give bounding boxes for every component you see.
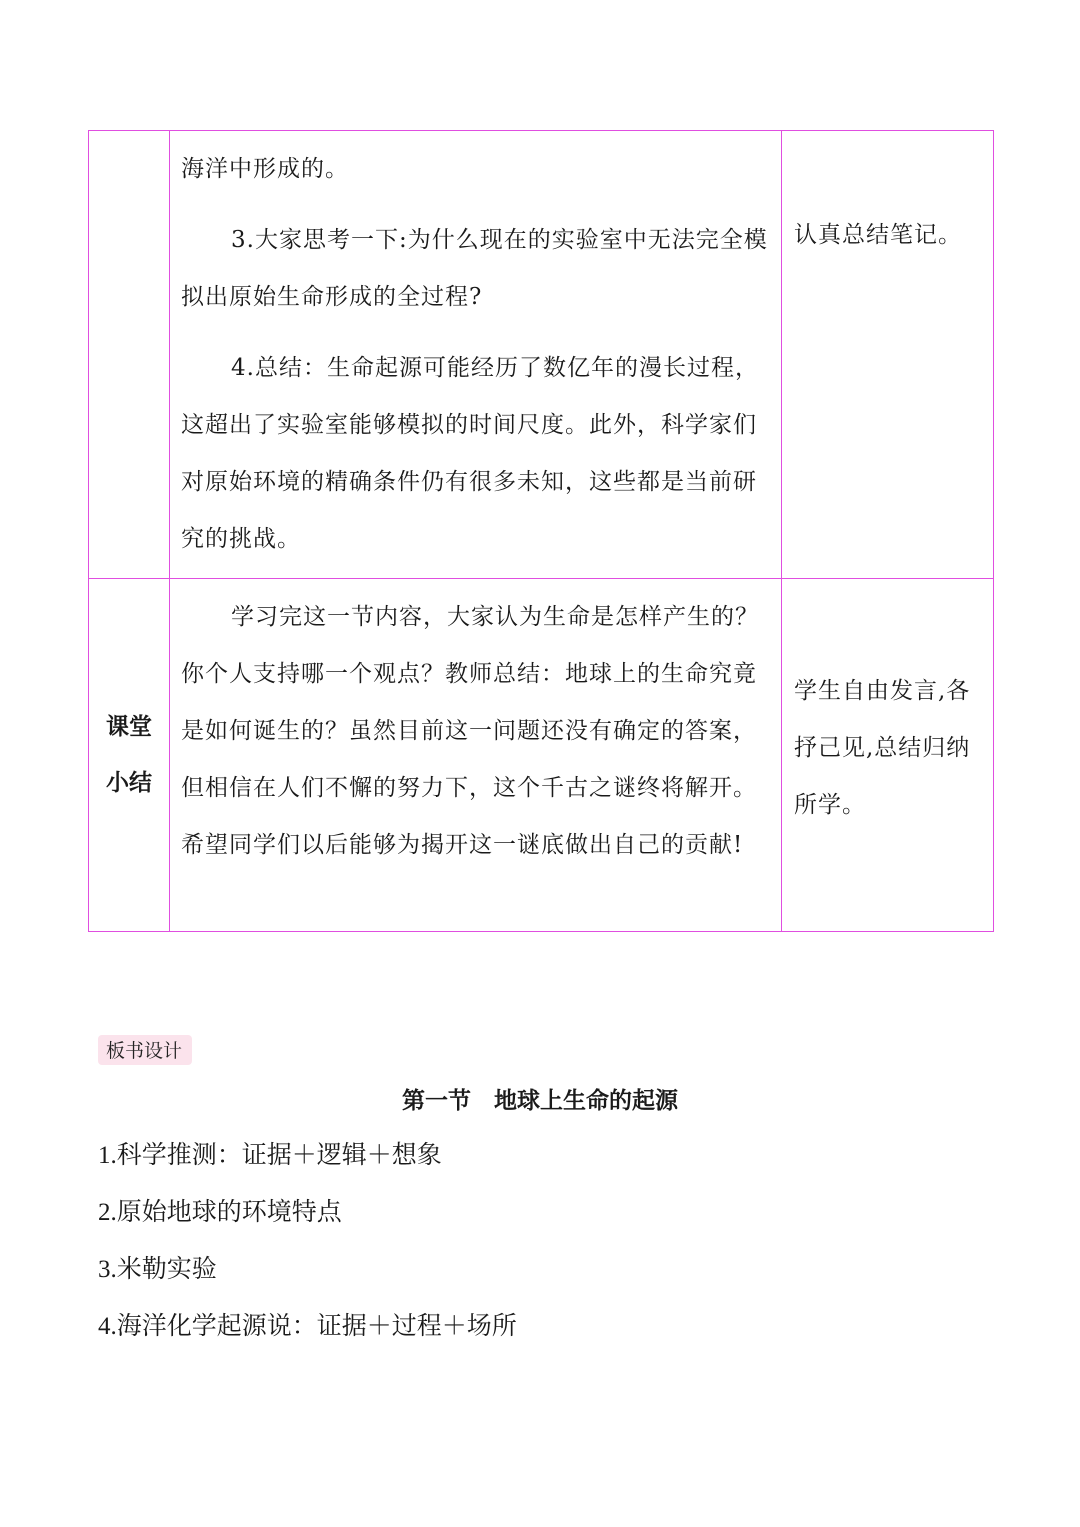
- list-item: 2.原始地球的环境特点: [98, 1199, 342, 1226]
- row-label-line: 课堂: [106, 714, 152, 740]
- teacher-activity-cell: [170, 579, 782, 932]
- content-paragraph: 3.大家思考一下:为什么现在的实验室中无法完全模拟出原始生命形成的全过程?: [181, 227, 768, 310]
- row-label-cell: [89, 579, 170, 932]
- content-paragraph: 海洋中形成的。: [181, 156, 349, 182]
- list-item: 4.海洋化学起源说：证据＋过程＋场所: [98, 1313, 517, 1340]
- list-item: 3.米勒实验: [98, 1256, 217, 1283]
- content-paragraph: 4.总结：生命起源可能经历了数亿年的漫长过程，这超出了实验室能够模拟的时间尺度。此外，科学家们对原始环境的精确条件仍有很多未知，这些都是当前研究的挑战。: [181, 355, 759, 552]
- lesson-table: [88, 130, 994, 932]
- row-label-cell: [89, 131, 170, 579]
- list-item: 1.科学推测：证据＋逻辑＋想象: [98, 1142, 442, 1169]
- table-row: [89, 131, 994, 579]
- content-paragraph: 学习完这一节内容，大家认为生命是怎样产生的？你个人支持哪一个观点？教师总结：地球上的生命究竟是如何诞生的？虽然目前这一问题还没有确定的答案，但相信在人们不懈的努力下，这个千古之谜终将解开。希望同学们以后能够为揭开这一谜底做出自己的贡献!: [181, 604, 759, 858]
- student-activity-cell: [782, 579, 994, 932]
- student-activity-cell: [782, 131, 994, 579]
- student-activity-text: 学生自由发言,各抒己见,总结归纳所学。: [794, 678, 971, 818]
- table-row: [89, 579, 994, 932]
- student-activity-text: 认真总结笔记。: [794, 222, 962, 248]
- board-title: 第一节 地球上生命的起源: [402, 1088, 678, 1114]
- row-label-line: 小结: [106, 770, 152, 796]
- section-tag: 板书设计: [98, 1035, 192, 1065]
- board-list: [98, 1138, 517, 1366]
- teacher-activity-cell: [170, 131, 782, 579]
